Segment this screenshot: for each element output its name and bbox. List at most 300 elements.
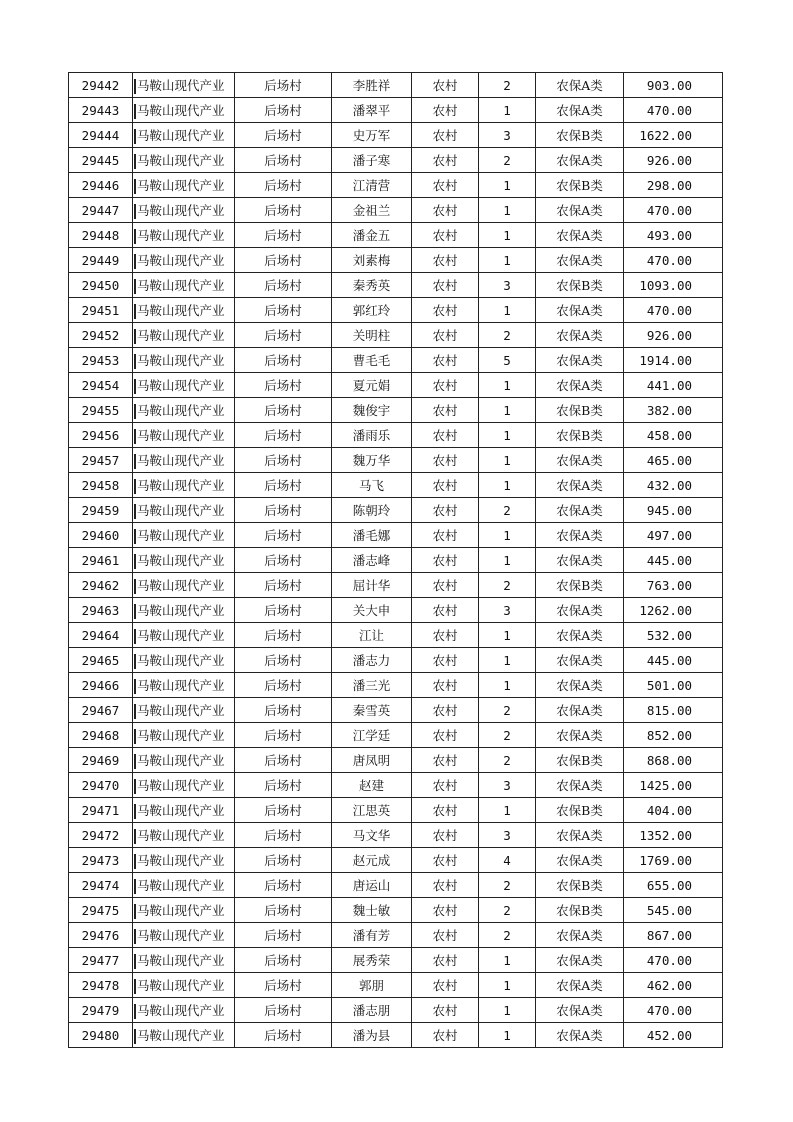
- insurance-type-cell: 农保A类: [536, 623, 624, 648]
- name-cell: 史万军: [332, 123, 412, 148]
- name-cell: 郭朋: [332, 973, 412, 998]
- cell-edge-mark: [134, 529, 136, 544]
- cell-edge-mark: [134, 229, 136, 244]
- unit-label: 马鞍山现代产业: [137, 953, 225, 968]
- area-type-cell: 农村: [412, 223, 479, 248]
- household-count-cell: 1: [479, 973, 536, 998]
- unit-label: 马鞍山现代产业: [137, 303, 225, 318]
- cell-edge-mark: [134, 629, 136, 644]
- amount-cell: 441.00: [624, 373, 723, 398]
- table-row: [69, 823, 723, 848]
- household-count-cell: 3: [479, 123, 536, 148]
- table-row: [69, 873, 723, 898]
- unit-label: 马鞍山现代产业: [137, 453, 225, 468]
- record-id-cell: 29467: [69, 698, 133, 723]
- village-cell: 后场村: [235, 873, 332, 898]
- unit-cell: [133, 373, 235, 398]
- name-cell: 陈朝玲: [332, 498, 412, 523]
- area-type-cell: 农村: [412, 423, 479, 448]
- table-row: [69, 898, 723, 923]
- household-count-cell: 5: [479, 348, 536, 373]
- village-cell: 后场村: [235, 73, 332, 98]
- area-type-cell: 农村: [412, 848, 479, 873]
- area-type-cell: 农村: [412, 923, 479, 948]
- table-row: [69, 973, 723, 998]
- unit-cell: [133, 473, 235, 498]
- household-count-cell: 1: [479, 423, 536, 448]
- area-type-cell: 农村: [412, 123, 479, 148]
- amount-cell: 404.00: [624, 798, 723, 823]
- insurance-type-cell: 农保A类: [536, 498, 624, 523]
- area-type-cell: 农村: [412, 698, 479, 723]
- unit-label: 马鞍山现代产业: [137, 678, 225, 693]
- record-id-cell: 29444: [69, 123, 133, 148]
- record-id-cell: 29477: [69, 948, 133, 973]
- name-cell: 潘翠平: [332, 98, 412, 123]
- insurance-type-cell: 农保B类: [536, 898, 624, 923]
- cell-edge-mark: [134, 404, 136, 419]
- household-count-cell: 1: [479, 998, 536, 1023]
- record-id-cell: 29471: [69, 798, 133, 823]
- insurance-type-cell: 农保A类: [536, 473, 624, 498]
- insurance-type-cell: 农保A类: [536, 98, 624, 123]
- cell-edge-mark: [134, 829, 136, 844]
- name-cell: 江让: [332, 623, 412, 648]
- cell-edge-mark: [134, 429, 136, 444]
- area-type-cell: 农村: [412, 548, 479, 573]
- household-count-cell: 1: [479, 523, 536, 548]
- subsidy-table: [68, 72, 723, 1048]
- insurance-type-cell: 农保A类: [536, 348, 624, 373]
- area-type-cell: 农村: [412, 598, 479, 623]
- record-id-cell: 29465: [69, 648, 133, 673]
- area-type-cell: 农村: [412, 273, 479, 298]
- unit-label: 马鞍山现代产业: [137, 1003, 225, 1018]
- village-cell: 后场村: [235, 598, 332, 623]
- cell-edge-mark: [134, 129, 136, 144]
- area-type-cell: 农村: [412, 898, 479, 923]
- unit-label: 马鞍山现代产业: [137, 228, 225, 243]
- cell-edge-mark: [134, 204, 136, 219]
- record-id-cell: 29470: [69, 773, 133, 798]
- record-id-cell: 29450: [69, 273, 133, 298]
- village-cell: 后场村: [235, 498, 332, 523]
- name-cell: 潘志力: [332, 648, 412, 673]
- amount-cell: 945.00: [624, 498, 723, 523]
- insurance-type-cell: 农保A类: [536, 773, 624, 798]
- household-count-cell: 2: [479, 748, 536, 773]
- record-id-cell: 29476: [69, 923, 133, 948]
- amount-cell: 462.00: [624, 973, 723, 998]
- name-cell: 秦秀英: [332, 273, 412, 298]
- village-cell: 后场村: [235, 273, 332, 298]
- village-cell: 后场村: [235, 973, 332, 998]
- insurance-type-cell: 农保B类: [536, 273, 624, 298]
- cell-edge-mark: [134, 654, 136, 669]
- name-cell: 赵元成: [332, 848, 412, 873]
- village-cell: 后场村: [235, 948, 332, 973]
- cell-edge-mark: [134, 79, 136, 94]
- cell-edge-mark: [134, 729, 136, 744]
- name-cell: 江清营: [332, 173, 412, 198]
- village-cell: 后场村: [235, 1023, 332, 1048]
- village-cell: 后场村: [235, 998, 332, 1023]
- unit-label: 马鞍山现代产业: [137, 528, 225, 543]
- cell-edge-mark: [134, 879, 136, 894]
- area-type-cell: 农村: [412, 948, 479, 973]
- amount-cell: 1914.00: [624, 348, 723, 373]
- area-type-cell: 农村: [412, 373, 479, 398]
- household-count-cell: 2: [479, 498, 536, 523]
- amount-cell: 493.00: [624, 223, 723, 248]
- village-cell: 后场村: [235, 123, 332, 148]
- amount-cell: 868.00: [624, 748, 723, 773]
- household-count-cell: 4: [479, 848, 536, 873]
- insurance-type-cell: 农保B类: [536, 798, 624, 823]
- table-row: [69, 498, 723, 523]
- unit-cell: [133, 823, 235, 848]
- area-type-cell: 农村: [412, 523, 479, 548]
- unit-cell: [133, 323, 235, 348]
- amount-cell: 445.00: [624, 648, 723, 673]
- household-count-cell: 1: [479, 223, 536, 248]
- record-id-cell: 29469: [69, 748, 133, 773]
- household-count-cell: 3: [479, 773, 536, 798]
- name-cell: 潘志峰: [332, 548, 412, 573]
- name-cell: 潘毛娜: [332, 523, 412, 548]
- name-cell: 郭红玲: [332, 298, 412, 323]
- unit-label: 马鞍山现代产业: [137, 578, 225, 593]
- unit-label: 马鞍山现代产业: [137, 328, 225, 343]
- area-type-cell: 农村: [412, 748, 479, 773]
- unit-label: 马鞍山现代产业: [137, 128, 225, 143]
- amount-cell: 763.00: [624, 573, 723, 598]
- record-id-cell: 29463: [69, 598, 133, 623]
- village-cell: 后场村: [235, 98, 332, 123]
- unit-cell: [133, 498, 235, 523]
- unit-label: 马鞍山现代产业: [137, 503, 225, 518]
- amount-cell: 655.00: [624, 873, 723, 898]
- amount-cell: 298.00: [624, 173, 723, 198]
- household-count-cell: 1: [479, 248, 536, 273]
- table-row: [69, 73, 723, 98]
- amount-cell: 545.00: [624, 898, 723, 923]
- record-id-cell: 29456: [69, 423, 133, 448]
- area-type-cell: 农村: [412, 973, 479, 998]
- household-count-cell: 2: [479, 573, 536, 598]
- table-row: [69, 148, 723, 173]
- unit-cell: [133, 423, 235, 448]
- cell-edge-mark: [134, 104, 136, 119]
- unit-cell: [133, 673, 235, 698]
- household-count-cell: 1: [479, 373, 536, 398]
- name-cell: 关大申: [332, 598, 412, 623]
- unit-label: 马鞍山现代产业: [137, 178, 225, 193]
- cell-edge-mark: [134, 779, 136, 794]
- insurance-type-cell: 农保B类: [536, 573, 624, 598]
- unit-label: 马鞍山现代产业: [137, 628, 225, 643]
- household-count-cell: 1: [479, 1023, 536, 1048]
- household-count-cell: 3: [479, 598, 536, 623]
- area-type-cell: 农村: [412, 348, 479, 373]
- unit-cell: [133, 523, 235, 548]
- unit-label: 马鞍山现代产业: [137, 778, 225, 793]
- subsidy-table-sheet: [68, 72, 722, 1048]
- area-type-cell: 农村: [412, 173, 479, 198]
- household-count-cell: 1: [479, 548, 536, 573]
- table-row: [69, 473, 723, 498]
- cell-edge-mark: [134, 354, 136, 369]
- household-count-cell: 1: [479, 473, 536, 498]
- unit-label: 马鞍山现代产业: [137, 253, 225, 268]
- village-cell: 后场村: [235, 673, 332, 698]
- table-row: [69, 348, 723, 373]
- amount-cell: 815.00: [624, 698, 723, 723]
- village-cell: 后场村: [235, 148, 332, 173]
- name-cell: 魏俊宇: [332, 398, 412, 423]
- table-row: [69, 798, 723, 823]
- table-row: [69, 198, 723, 223]
- table-body: [69, 73, 723, 1048]
- insurance-type-cell: 农保A类: [536, 248, 624, 273]
- amount-cell: 470.00: [624, 298, 723, 323]
- village-cell: 后场村: [235, 723, 332, 748]
- cell-edge-mark: [134, 179, 136, 194]
- name-cell: 唐运山: [332, 873, 412, 898]
- amount-cell: 445.00: [624, 548, 723, 573]
- unit-label: 马鞍山现代产业: [137, 978, 225, 993]
- unit-label: 马鞍山现代产业: [137, 378, 225, 393]
- insurance-type-cell: 农保B类: [536, 873, 624, 898]
- unit-label: 马鞍山现代产业: [137, 803, 225, 818]
- table-row: [69, 448, 723, 473]
- record-id-cell: 29466: [69, 673, 133, 698]
- household-count-cell: 1: [479, 298, 536, 323]
- household-count-cell: 1: [479, 623, 536, 648]
- table-row: [69, 573, 723, 598]
- name-cell: 魏士敏: [332, 898, 412, 923]
- area-type-cell: 农村: [412, 98, 479, 123]
- household-count-cell: 2: [479, 898, 536, 923]
- record-id-cell: 29457: [69, 448, 133, 473]
- insurance-type-cell: 农保A类: [536, 673, 624, 698]
- unit-cell: [133, 698, 235, 723]
- unit-label: 马鞍山现代产业: [137, 103, 225, 118]
- village-cell: 后场村: [235, 898, 332, 923]
- insurance-type-cell: 农保A类: [536, 148, 624, 173]
- area-type-cell: 农村: [412, 998, 479, 1023]
- record-id-cell: 29475: [69, 898, 133, 923]
- table-row: [69, 248, 723, 273]
- unit-cell: [133, 748, 235, 773]
- insurance-type-cell: 农保A类: [536, 723, 624, 748]
- household-count-cell: 2: [479, 323, 536, 348]
- village-cell: 后场村: [235, 398, 332, 423]
- amount-cell: 1352.00: [624, 823, 723, 848]
- record-id-cell: 29479: [69, 998, 133, 1023]
- insurance-type-cell: 农保A类: [536, 848, 624, 873]
- household-count-cell: 1: [479, 948, 536, 973]
- unit-cell: [133, 248, 235, 273]
- unit-cell: [133, 198, 235, 223]
- unit-cell: [133, 798, 235, 823]
- amount-cell: 470.00: [624, 998, 723, 1023]
- area-type-cell: 农村: [412, 723, 479, 748]
- amount-cell: 501.00: [624, 673, 723, 698]
- unit-label: 马鞍山现代产业: [137, 603, 225, 618]
- record-id-cell: 29464: [69, 623, 133, 648]
- name-cell: 马文华: [332, 823, 412, 848]
- unit-cell: [133, 448, 235, 473]
- record-id-cell: 29454: [69, 373, 133, 398]
- area-type-cell: 农村: [412, 623, 479, 648]
- table-row: [69, 323, 723, 348]
- name-cell: 潘为县: [332, 1023, 412, 1048]
- area-type-cell: 农村: [412, 673, 479, 698]
- insurance-type-cell: 农保A类: [536, 223, 624, 248]
- area-type-cell: 农村: [412, 148, 479, 173]
- unit-label: 马鞍山现代产业: [137, 728, 225, 743]
- table-row: [69, 223, 723, 248]
- unit-cell: [133, 948, 235, 973]
- name-cell: 潘子寒: [332, 148, 412, 173]
- area-type-cell: 农村: [412, 473, 479, 498]
- household-count-cell: 1: [479, 673, 536, 698]
- village-cell: 后场村: [235, 198, 332, 223]
- name-cell: 展秀荣: [332, 948, 412, 973]
- unit-cell: [133, 1023, 235, 1048]
- household-count-cell: 3: [479, 823, 536, 848]
- area-type-cell: 农村: [412, 323, 479, 348]
- table-row: [69, 298, 723, 323]
- insurance-type-cell: 农保A类: [536, 598, 624, 623]
- cell-edge-mark: [134, 979, 136, 994]
- record-id-cell: 29462: [69, 573, 133, 598]
- table-row: [69, 623, 723, 648]
- record-id-cell: 29473: [69, 848, 133, 873]
- name-cell: 屈计华: [332, 573, 412, 598]
- insurance-type-cell: 农保A类: [536, 548, 624, 573]
- name-cell: 潘金五: [332, 223, 412, 248]
- amount-cell: 452.00: [624, 1023, 723, 1048]
- table-row: [69, 598, 723, 623]
- amount-cell: 382.00: [624, 398, 723, 423]
- amount-cell: 470.00: [624, 198, 723, 223]
- insurance-type-cell: 农保B类: [536, 123, 624, 148]
- household-count-cell: 1: [479, 98, 536, 123]
- village-cell: 后场村: [235, 348, 332, 373]
- insurance-type-cell: 农保A类: [536, 373, 624, 398]
- table-row: [69, 123, 723, 148]
- village-cell: 后场村: [235, 323, 332, 348]
- unit-cell: [133, 298, 235, 323]
- household-count-cell: 3: [479, 273, 536, 298]
- insurance-type-cell: 农保A类: [536, 198, 624, 223]
- unit-cell: [133, 973, 235, 998]
- table-row: [69, 648, 723, 673]
- name-cell: 李胜祥: [332, 73, 412, 98]
- unit-label: 马鞍山现代产业: [137, 203, 225, 218]
- unit-label: 马鞍山现代产业: [137, 153, 225, 168]
- cell-edge-mark: [134, 504, 136, 519]
- table-row: [69, 723, 723, 748]
- village-cell: 后场村: [235, 573, 332, 598]
- unit-cell: [133, 348, 235, 373]
- unit-cell: [133, 73, 235, 98]
- insurance-type-cell: 农保A类: [536, 973, 624, 998]
- household-count-cell: 1: [479, 173, 536, 198]
- cell-edge-mark: [134, 954, 136, 969]
- record-id-cell: 29442: [69, 73, 133, 98]
- table-row: [69, 923, 723, 948]
- cell-edge-mark: [134, 804, 136, 819]
- record-id-cell: 29451: [69, 298, 133, 323]
- village-cell: 后场村: [235, 223, 332, 248]
- name-cell: 关明柱: [332, 323, 412, 348]
- household-count-cell: 2: [479, 698, 536, 723]
- cell-edge-mark: [134, 604, 136, 619]
- insurance-type-cell: 农保A类: [536, 298, 624, 323]
- amount-cell: 926.00: [624, 323, 723, 348]
- area-type-cell: 农村: [412, 398, 479, 423]
- area-type-cell: 农村: [412, 1023, 479, 1048]
- name-cell: 潘志朋: [332, 998, 412, 1023]
- village-cell: 后场村: [235, 798, 332, 823]
- unit-label: 马鞍山现代产业: [137, 553, 225, 568]
- table-row: [69, 848, 723, 873]
- amount-cell: 470.00: [624, 98, 723, 123]
- name-cell: 刘素梅: [332, 248, 412, 273]
- insurance-type-cell: 农保A类: [536, 948, 624, 973]
- name-cell: 秦雪英: [332, 698, 412, 723]
- record-id-cell: 29445: [69, 148, 133, 173]
- village-cell: 后场村: [235, 823, 332, 848]
- name-cell: 赵建: [332, 773, 412, 798]
- insurance-type-cell: 农保A类: [536, 448, 624, 473]
- table-row: [69, 173, 723, 198]
- table-row: [69, 398, 723, 423]
- cell-edge-mark: [134, 904, 136, 919]
- cell-edge-mark: [134, 854, 136, 869]
- cell-edge-mark: [134, 929, 136, 944]
- name-cell: 马飞: [332, 473, 412, 498]
- cell-edge-mark: [134, 679, 136, 694]
- name-cell: 潘三光: [332, 673, 412, 698]
- household-count-cell: 2: [479, 73, 536, 98]
- village-cell: 后场村: [235, 373, 332, 398]
- name-cell: 唐凤明: [332, 748, 412, 773]
- table-row: [69, 423, 723, 448]
- table-row: [69, 748, 723, 773]
- table-row: [69, 998, 723, 1023]
- household-count-cell: 2: [479, 873, 536, 898]
- unit-label: 马鞍山现代产业: [137, 928, 225, 943]
- village-cell: 后场村: [235, 623, 332, 648]
- unit-label: 马鞍山现代产业: [137, 278, 225, 293]
- household-count-cell: 2: [479, 923, 536, 948]
- village-cell: 后场村: [235, 298, 332, 323]
- village-cell: 后场村: [235, 648, 332, 673]
- village-cell: 后场村: [235, 248, 332, 273]
- area-type-cell: 农村: [412, 73, 479, 98]
- record-id-cell: 29446: [69, 173, 133, 198]
- unit-label: 马鞍山现代产业: [137, 703, 225, 718]
- unit-cell: [133, 148, 235, 173]
- unit-label: 马鞍山现代产业: [137, 353, 225, 368]
- unit-cell: [133, 623, 235, 648]
- amount-cell: 926.00: [624, 148, 723, 173]
- unit-cell: [133, 923, 235, 948]
